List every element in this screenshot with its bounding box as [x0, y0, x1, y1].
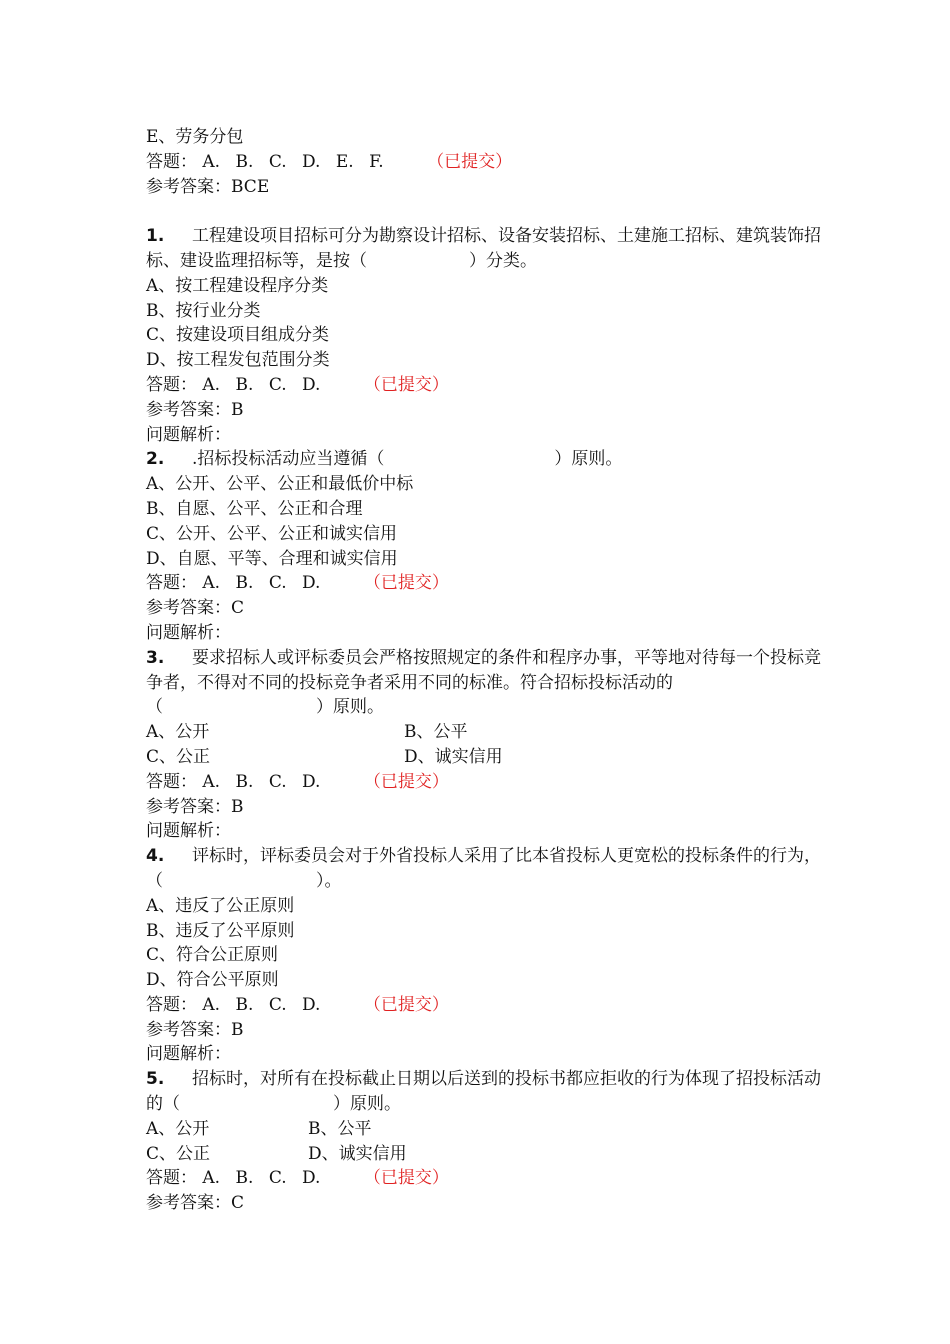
option-c: C、符合公正原则	[146, 945, 279, 966]
option-c: C、公正	[146, 1143, 211, 1164]
question-number: 2.	[146, 449, 165, 470]
option-c: C、按建设项目组成分类	[146, 325, 330, 346]
option-d: D、诚实信用	[404, 746, 503, 767]
option-a: A、违反了公正原则	[146, 895, 295, 916]
answer-label: 答题：	[146, 994, 197, 1015]
answer-label: 答题：	[146, 771, 197, 792]
choice-c[interactable]: C.	[268, 573, 287, 594]
choice-a[interactable]: A.	[202, 374, 221, 395]
answer-label: 答题：	[146, 374, 197, 395]
choice-e[interactable]: E.	[335, 151, 354, 172]
option-b: B、违反了公平原则	[146, 920, 295, 941]
document-content	[146, 125, 826, 1216]
option-d: D、符合公平原则	[146, 970, 279, 991]
answer-row	[146, 770, 826, 795]
choice-d[interactable]: D.	[302, 994, 321, 1015]
option-b: B、按行业分类	[146, 300, 261, 321]
option-d: D、诚实信用	[308, 1143, 407, 1164]
choice-b[interactable]: B.	[235, 151, 254, 172]
option-c: C、公开、公平、公正和诚实信用	[146, 523, 398, 544]
answer-row	[146, 373, 826, 398]
answer-row	[146, 1166, 826, 1191]
answer-row	[146, 571, 826, 596]
choice-d[interactable]: D.	[302, 151, 321, 172]
question-3-text	[146, 646, 826, 720]
answer-label: 答题：	[146, 573, 197, 594]
choice-b[interactable]: B.	[235, 771, 254, 792]
submitted-status: （已提交）	[363, 1168, 449, 1189]
choice-b[interactable]: B.	[235, 374, 254, 395]
choice-d[interactable]: D.	[302, 1168, 321, 1189]
choice-d[interactable]: D.	[302, 573, 321, 594]
options-row-2	[146, 745, 826, 770]
question-stem: 工程建设项目招标可分为勘察设计招标、设备安装招标、土建施工招标、建筑装饰招标、建设监理招标等，是按（ ）分类。	[146, 226, 821, 271]
question-stem: .招标投标活动应当遵循（ ）原则。	[192, 449, 623, 470]
reference-answer: 参考答案：B	[146, 399, 244, 420]
analysis-label: 问题解析：	[146, 622, 231, 643]
question-1-text	[146, 224, 826, 274]
answer-row	[146, 993, 826, 1018]
question-4-text	[146, 844, 826, 894]
option-d: D、按工程发包范围分类	[146, 350, 330, 371]
option-a: A、公开、公平、公正和最低价中标	[146, 474, 414, 495]
option-c: C、公正	[146, 746, 211, 767]
options-row-1	[146, 1117, 826, 1142]
choice-d[interactable]: D.	[302, 374, 321, 395]
analysis-label: 问题解析：	[146, 1044, 231, 1065]
option-a: A、公开	[146, 722, 210, 743]
option-e: E、劳务分包	[146, 127, 244, 147]
choice-b[interactable]: B.	[235, 1168, 254, 1189]
choice-a[interactable]: A.	[202, 771, 221, 792]
answer-label: 答题：	[146, 1168, 197, 1189]
option-b: B、公平	[308, 1118, 372, 1139]
spacer	[146, 199, 826, 224]
choice-c[interactable]: C.	[268, 374, 287, 395]
options-row-1	[146, 720, 826, 745]
answer-label: 答题：	[146, 151, 197, 172]
choice-a[interactable]: A.	[202, 1168, 221, 1189]
analysis-label: 问题解析：	[146, 821, 231, 842]
reference-answer: 参考答案：C	[146, 598, 245, 619]
option-a: A、公开	[146, 1118, 210, 1139]
option-b: B、公平	[404, 722, 468, 743]
choice-b[interactable]: B.	[235, 573, 254, 594]
choice-c[interactable]: C.	[268, 1168, 287, 1189]
submitted-status: （已提交）	[363, 994, 449, 1015]
choice-a[interactable]: A.	[202, 151, 221, 172]
question-number: 1.	[146, 226, 165, 247]
choice-d[interactable]: D.	[302, 771, 321, 792]
submitted-status: （已提交）	[363, 374, 449, 395]
reference-answer: 参考答案：BCE	[146, 176, 270, 197]
question-number: 4.	[146, 846, 165, 867]
choice-f[interactable]: F.	[369, 151, 384, 172]
choice-c[interactable]: C.	[268, 151, 287, 172]
choice-a[interactable]: A.	[202, 573, 221, 594]
option-d: D、自愿、平等、合理和诚实信用	[146, 548, 398, 569]
submitted-status: （已提交）	[363, 573, 449, 594]
submitted-status: （已提交）	[363, 771, 449, 792]
reference-answer: 参考答案：C	[146, 1193, 245, 1214]
answer-row	[146, 150, 826, 175]
choice-a[interactable]: A.	[202, 994, 221, 1015]
question-stem: 评标时，评标委员会对于外省投标人采用了比本省投标人更宽松的投标条件的行为，（ ）。	[146, 846, 821, 891]
analysis-label: 问题解析：	[146, 424, 231, 445]
submitted-status: （已提交）	[427, 151, 513, 172]
choice-b[interactable]: B.	[235, 994, 254, 1015]
option-b: B、自愿、公平、公正和合理	[146, 498, 363, 519]
question-stem: 招标时，对所有在投标截止日期以后送到的投标书都应拒收的行为体现了招投标活动的（ ）原则。	[146, 1069, 821, 1115]
question-5-text	[146, 1067, 826, 1117]
choice-c[interactable]: C.	[268, 771, 287, 792]
question-2-text	[146, 447, 826, 472]
choice-c[interactable]: C.	[268, 994, 287, 1015]
option-a: A、按工程建设程序分类	[146, 275, 329, 296]
reference-answer: 参考答案：B	[146, 1019, 244, 1040]
question-stem: 要求招标人或评标委员会严格按照规定的条件和程序办事，平等地对待每一个投标竞争者，不得对不同的投标竞争者采用不同的标准。符合招标投标活动的（ ）原则。	[146, 647, 821, 718]
question-number: 5.	[146, 1069, 165, 1090]
question-number: 3.	[146, 647, 165, 668]
options-row-2	[146, 1142, 826, 1167]
reference-answer: 参考答案：B	[146, 796, 244, 817]
